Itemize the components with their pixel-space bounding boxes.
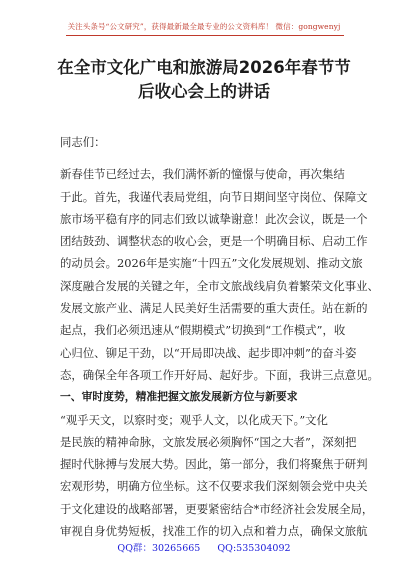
body-line: 发展文旅产业、满足人民美好生活需要的重大责任。站在新的 (60, 301, 368, 316)
title-line-2: 后收心会上的讲话 (138, 82, 270, 101)
header-banner: 关注头条号“公文研究”，获得最新最全最专业的公文资料库！ 微信：gongwenyj (67, 22, 341, 31)
body-line: 心归位、铆足干劲，以“开局即决战、起步即冲刺”的奋斗姿 (60, 345, 357, 360)
body-line: 审视自身优势短板，找准工作的切入点和着力点，确保文旅航 (60, 524, 368, 539)
body-line: 新春佳节已经过去，我们满怀新的憧憬与使命，再次集结 (60, 167, 345, 182)
footer-contact (0, 540, 408, 554)
title-line-1: 在全市文化广电和旅游局2026年春节节 (57, 58, 351, 77)
body-line: “观乎天文，以察时变；观乎人文，以化成天下。”文化 (60, 412, 328, 427)
footer-qq-group: QQ群：30265665 (117, 543, 201, 554)
spacer (60, 153, 354, 163)
body-line: 起点，我们必须迅速从“假期模式”切换到“工作模式”，收 (60, 323, 346, 338)
body-line: 是民族的精神命脉，文旅发展必须胸怀“国之大者”，深刻把 (60, 434, 357, 449)
body-line: 团结鼓劲、调整状态的收心会，更是一个明确目标、启动工作 (60, 234, 368, 249)
body-line: 于文化建设的战略部署，更要紧密结合*市经济社会发展全局， (60, 501, 374, 516)
section-heading-1: 一、审时度势，精准把握文旅发展新方位与新要求 (60, 390, 298, 404)
body-line: 于此。首先，我谨代表局党组，向节日期间坚守岗位、保障文 (60, 189, 368, 204)
header-divider (66, 35, 344, 36)
body-line: 的动员会。2026年是实施“十四五”文化发展规划、推动文旅 (60, 256, 363, 271)
document-title (40, 56, 368, 104)
body-line: 宏观形势，明确方位坐标。这不仅要求我们深刻领会党中央关 (60, 479, 368, 494)
speech-body (60, 131, 379, 542)
body-line: 态，确保全年各项工作开好局、起好步。下面，我讲三点意见。 (60, 367, 379, 382)
salutation: 同志们： (60, 135, 106, 149)
body-line: 旅市场平稳有序的同志们致以诚挚谢意！此次会议，既是一个 (60, 211, 368, 226)
body-line: 握时代脉搏与发展大势。因此，第一部分，我们将聚焦于研判 (60, 457, 368, 472)
body-line: 深度融合发展的关键之年，全市文旅战线肩负着繁荣文化事业、 (60, 278, 379, 293)
footer-qq-number: QQ:535304092 (217, 543, 291, 554)
